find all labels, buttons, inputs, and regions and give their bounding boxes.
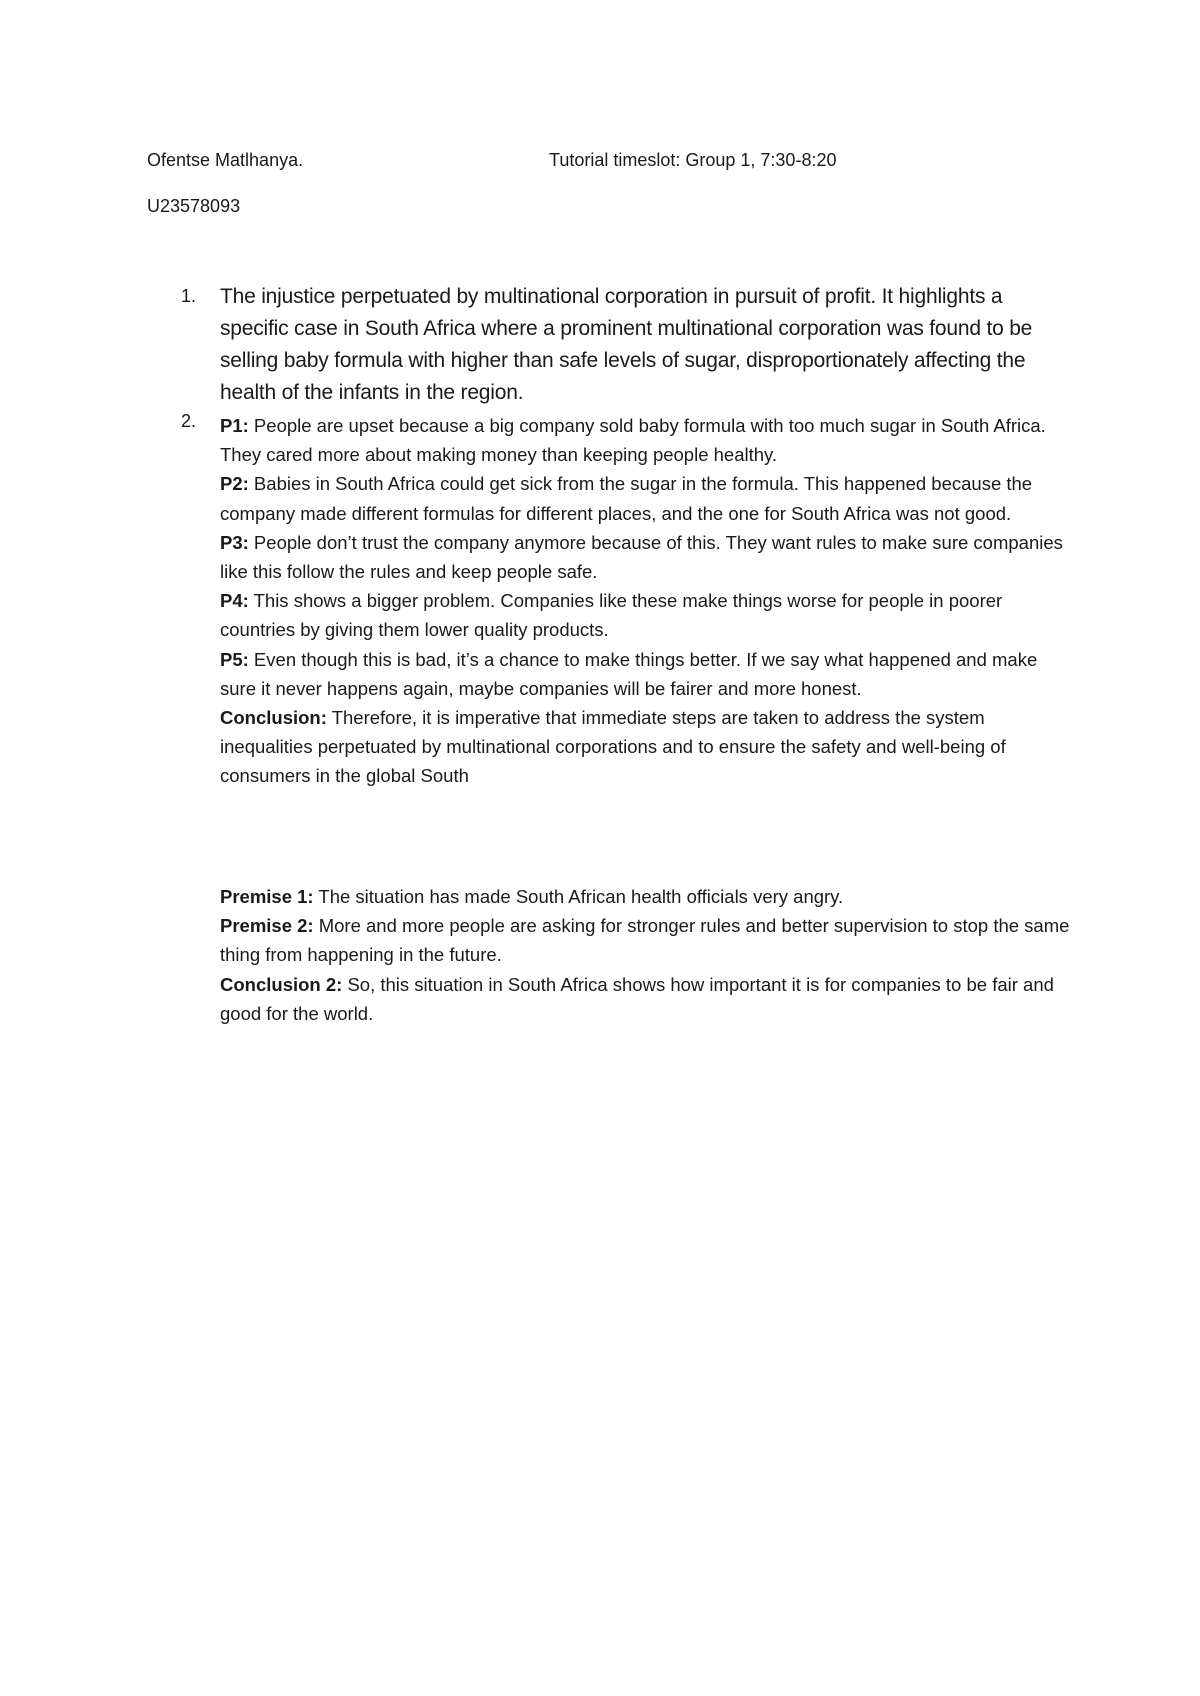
premise-1 <box>220 882 1080 911</box>
point-label: P5: <box>220 648 249 670</box>
list-item-1 <box>147 281 1067 409</box>
student-id: U23578093 <box>147 196 241 216</box>
point-text: People don’t trust the company anymore because of this. They want rules to make sure companies like this follow the rules and keep people safe. <box>220 531 1063 583</box>
premise-label: Premise 1: <box>220 886 314 907</box>
point-p2 <box>220 469 1067 527</box>
premise-2 <box>220 911 1080 969</box>
header-row <box>147 150 1047 180</box>
point-label: P3: <box>220 531 249 553</box>
point-text: This shows a bigger problem. Companies like these make things worse for people in poorer countries by giving them lower quality products. <box>220 590 1003 641</box>
point-p4 <box>220 586 1067 644</box>
point-p5 <box>220 645 1067 703</box>
point-text: Even though this is bad, it’s a chance to make things better. If we say what happened and make sure it never happens again, maybe companies will be fairer and more honest. <box>220 648 1038 699</box>
conclusion-2 <box>220 970 1080 1028</box>
point-label: P4: <box>220 590 249 612</box>
premise-text: More and more people are asking for stronger rules and better supervision to stop the same thing from happening in the future. <box>220 915 1070 966</box>
premise-label: Premise 2: <box>220 915 314 937</box>
premise-block <box>220 882 1080 1028</box>
author-name: Ofentse Matlhanya. <box>147 150 304 170</box>
premise-text: The situation has made South African health officials very angry. <box>313 886 844 907</box>
numbered-list <box>147 281 1067 791</box>
premise-label: Conclusion 2: <box>220 973 343 995</box>
point-label: P1: <box>220 415 249 436</box>
point-text: Therefore, it is imperative that immediate steps are taken to address the system inequalities perpetuated by multinational corporations and to ensure the safety and well-being of consumers in the global South <box>220 707 1006 787</box>
point-text: Babies in South Africa could get sick from the sugar in the formula. This happened because the company made different formulas for different places, and the one for South Africa was not good. <box>220 473 1033 524</box>
argument-points <box>220 411 1067 791</box>
point-text: People are upset because a big company sold baby formula with too much sugar in South Africa. They cared more about making money than keeping people healthy. <box>220 415 1046 466</box>
point-label: P2: <box>220 473 249 495</box>
point-p1 <box>220 411 1067 469</box>
point-label: Conclusion: <box>220 707 327 729</box>
list-number-2: 2. <box>181 411 197 431</box>
list-number-1: 1. <box>181 286 197 306</box>
point-p3 <box>220 528 1067 586</box>
premise-text: So, this situation in South Africa shows how important it is for companies to be fair and good for the world. <box>220 973 1054 1024</box>
list-item-2 <box>147 411 1067 791</box>
tutorial-timeslot: Tutorial timeslot: Group 1, 7:30-8:20 <box>549 150 837 170</box>
point-conclusion <box>220 703 1067 791</box>
injustice-statement: The injustice perpetuated by multinational corporation in pursuit of profit. It highlights a specific case in South Africa where a prominent multinational corporation was found to be selling baby formula with higher than safe levels of sugar, disproportionately affecting the health of the infants in the region. <box>220 285 1033 404</box>
